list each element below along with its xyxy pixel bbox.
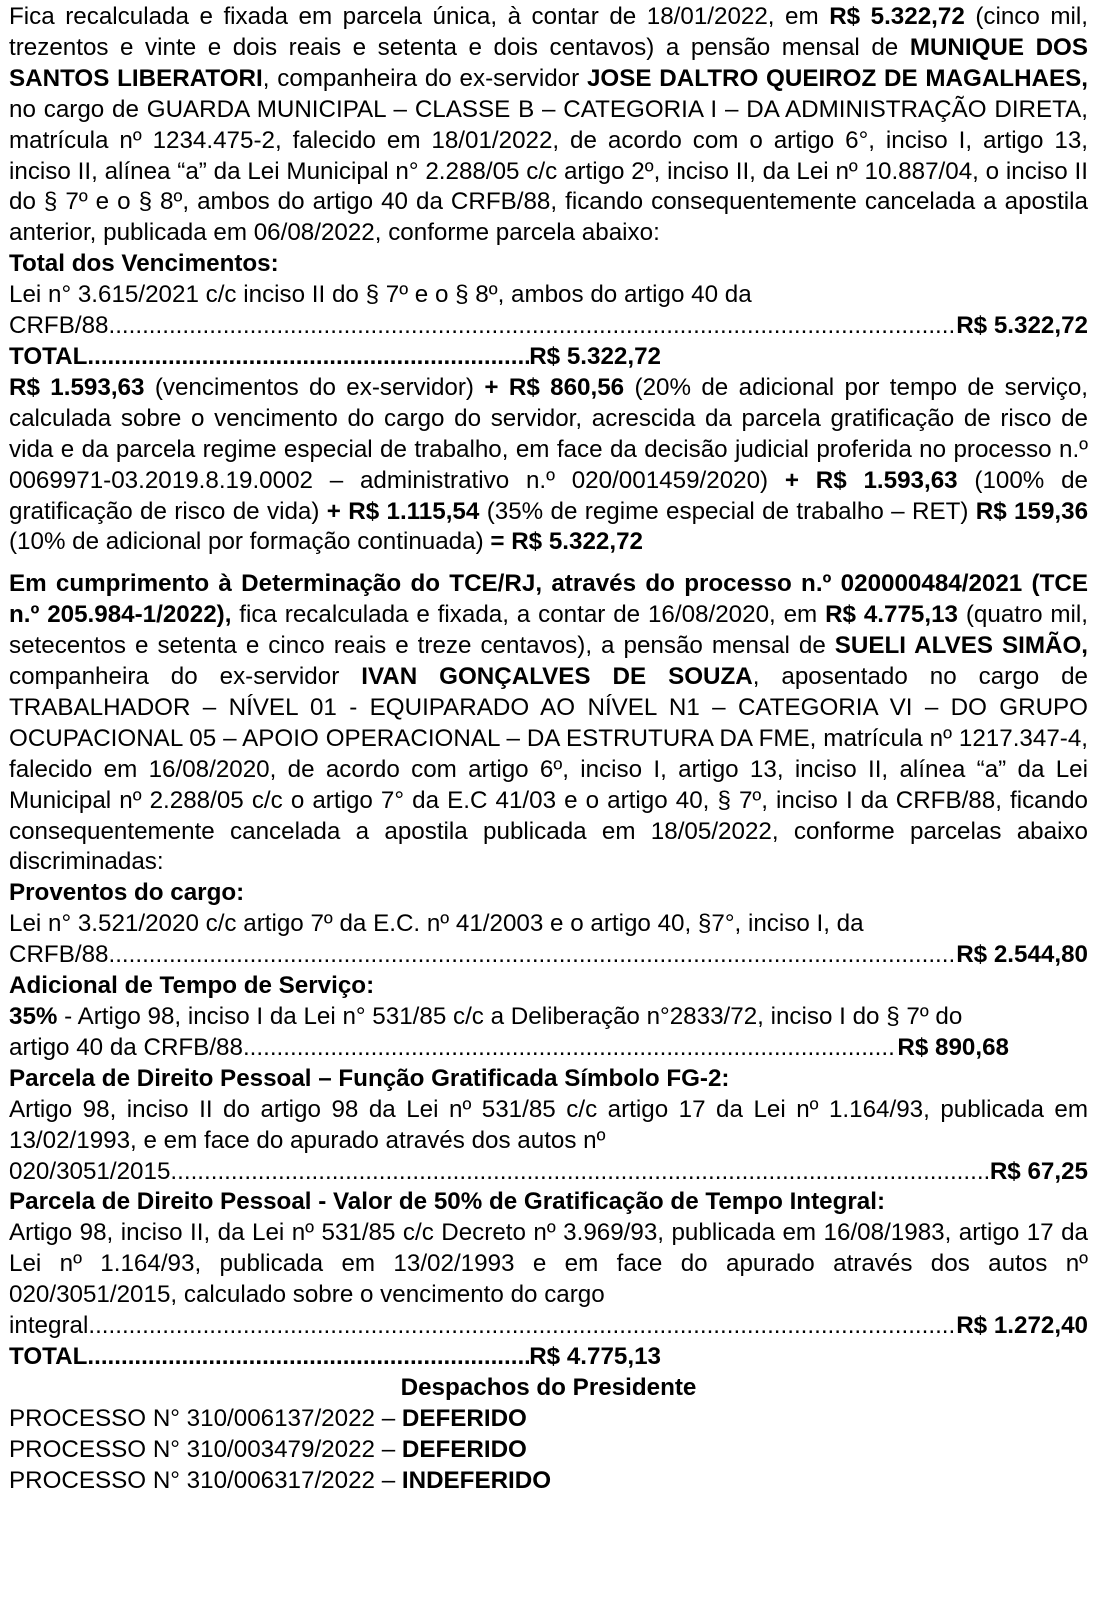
pension-paragraph-2: Em cumprimento à Determinação do TCE/RJ, através do processo n.º 020000484/2021 (TCE n.º 205.984-1/2022), fica recalculada e fixada, a contar de 16/08/2020, em R$ 4.775,13 (quatro mil, setecentos e setenta e cinco reais e treze centavos), a pensão mensal de SUELI ALVES SIMÃO, companheira do ex-servidor IVAN GONÇALVES DE SOUZA, aposentado no cargo de TRABALHADOR – NÍVEL 01 - EQUIPARADO AO NÍVEL N1 – CATEGORIA VI – DO GRUPO OCUPACIONAL 05 – APOIO OPERACIONAL – DA ESTRUTURA DA FME, matrícula nº 1217.347-4, falecido em 16/08/2020, de acordo com artigo 6º, inciso I, artigo 13, inciso II, alínea “a” da Lei Municipal nº 2.288/05 c/c o artigo 7° da E.C 41/03 e o artigo 40, § 7º, inciso I da CRFB/88, ficando consequentemente cancelada a apostila publicada em 18/05/2022, conforme parcelas abaixo discriminadas: [9,570,1089,876]
total-line: TOTAL ..... R$ 4.775,13 [9,1342,661,1373]
item-line: CRFB/88 ..... R$ 2.544,80 [9,940,1088,971]
item-line: CRFB/88 ..... R$ 5.322,72 [9,311,1088,342]
section-heading: Parcela de Direito Pessoal - Valor de 50% de Gratificação de Tempo Integral: [9,1188,885,1216]
item-value: R$ 2.544,80 [956,941,1088,969]
process-result: DEFERIDO [401,1404,527,1432]
item-text: Lei n° 3.615/2021 c/c inciso II do § 7º e o § 8º, ambos do artigo 40 da [9,281,752,309]
item-text: Artigo 98, inciso II, da Lei nº 531/85 c/c Decreto nº 3.969/93, publicada em 16/08/1983, artigo 17 da Lei nº 1.164/93, publicada em 13/02/1993 e em face do apurado através dos autos nº 020/3051/2015, calculado sobre o vencimento do cargo [9,1219,1088,1309]
item-text: Artigo 98, inciso II do artigo 98 da Lei nº 531/85 c/c artigo 17 da Lei nº 1.164/93, publicada em 13/02/1993, e em face do apurado através dos autos nº [9,1095,1088,1154]
item-line: integral ..... R$ 1.272,40 [9,1311,1088,1342]
process-line: PROCESSO N° 310/006137/2022 – DEFERIDO [9,1404,527,1432]
calculation-paragraph: R$ 1.593,63 (vencimentos do ex-servidor) + R$ 860,56 (20% de adicional por tempo de serviço, calculada sobre o vencimento do cargo do servidor, acrescida da parcela gratificação de risco de vida e da parcela regime especial de trabalho, em face da decisão judicial proferida no processo n.º 0069971-03.2019.8.19.0002 – administrativo n.º 020/001459/2020) + R$ 1.593,63 (100% de gratificação de risco de vida) + R$ 1.115,54 (35% de regime especial de trabalho – RET) R$ 159,36 (10% de adicional por formação continuada) = R$ 5.322,72 [9,373,1089,556]
item-value: R$ 67,25 [989,1157,1088,1185]
process-line: PROCESSO N° 310/006317/2022 – INDEFERIDO [9,1466,552,1494]
process-result: INDEFERIDO [401,1466,552,1494]
item-text: 35% - Artigo 98, inciso I da Lei n° 531/85 c/c a Deliberação n°2833/72, inciso I do § 7º do [9,1003,963,1030]
item-value: R$ 1.272,40 [956,1312,1088,1340]
total-line: TOTAL ..... R$ 5.322,72 [9,342,661,373]
item-line: 020/3051/2015 ..... R$ 67,25 [9,1157,1088,1188]
despachos-title: Despachos do Presidente [400,1373,697,1401]
total-value: R$ 5.322,72 [529,342,661,370]
process-result: DEFERIDO [401,1435,527,1463]
section-heading: Parcela de Direito Pessoal – Função Gratificada Símbolo FG-2: [9,1064,730,1092]
item-value: R$ 5.322,72 [956,312,1088,340]
section-heading: Total dos Vencimentos: [9,250,279,278]
item-line: artigo 40 da CRFB/88 ..... R$ 890,68 [9,1033,1009,1064]
total-value: R$ 4.775,13 [529,1342,661,1370]
item-text: Lei n° 3.521/2020 c/c artigo 7º da E.C. nº 41/2003 e o artigo 40, §7°, inciso I, da [9,910,864,938]
process-line: PROCESSO N° 310/003479/2022 – DEFERIDO [9,1435,527,1463]
section-heading: Proventos do cargo: [9,879,245,907]
section-heading: Adicional de Tempo de Serviço: [9,972,375,1000]
pension-paragraph-1: Fica recalculada e fixada em parcela única, à contar de 18/01/2022, em R$ 5.322,72 (cinco mil, trezentos e vinte e dois reais e setenta e dois centavos) a pensão mensal de MUNIQUE DOS SANTOS LIBERATORI, companheira do ex-servidor JOSE DALTRO QUEIROZ DE MAGALHAES, no cargo de GUARDA MUNICIPAL – CLASSE B – CATEGORIA I – DA ADMINISTRAÇÃO DIRETA, matrícula nº 1234.475-2, falecido em 18/01/2022, de acordo com o artigo 6°, inciso I, artigo 13, inciso II, alínea “a” da Lei Municipal n° 2.288/05 c/c artigo 2º, inciso II, da Lei nº 10.887/04, o inciso II do § 7º e o § 8º, ambos do artigo 40 da CRFB/88, ficando consequentemente cancelada a apostila anterior, publicada em 06/08/2022, conforme parcela abaixo: [9,3,1089,247]
item-value: R$ 890,68 [897,1033,1009,1061]
